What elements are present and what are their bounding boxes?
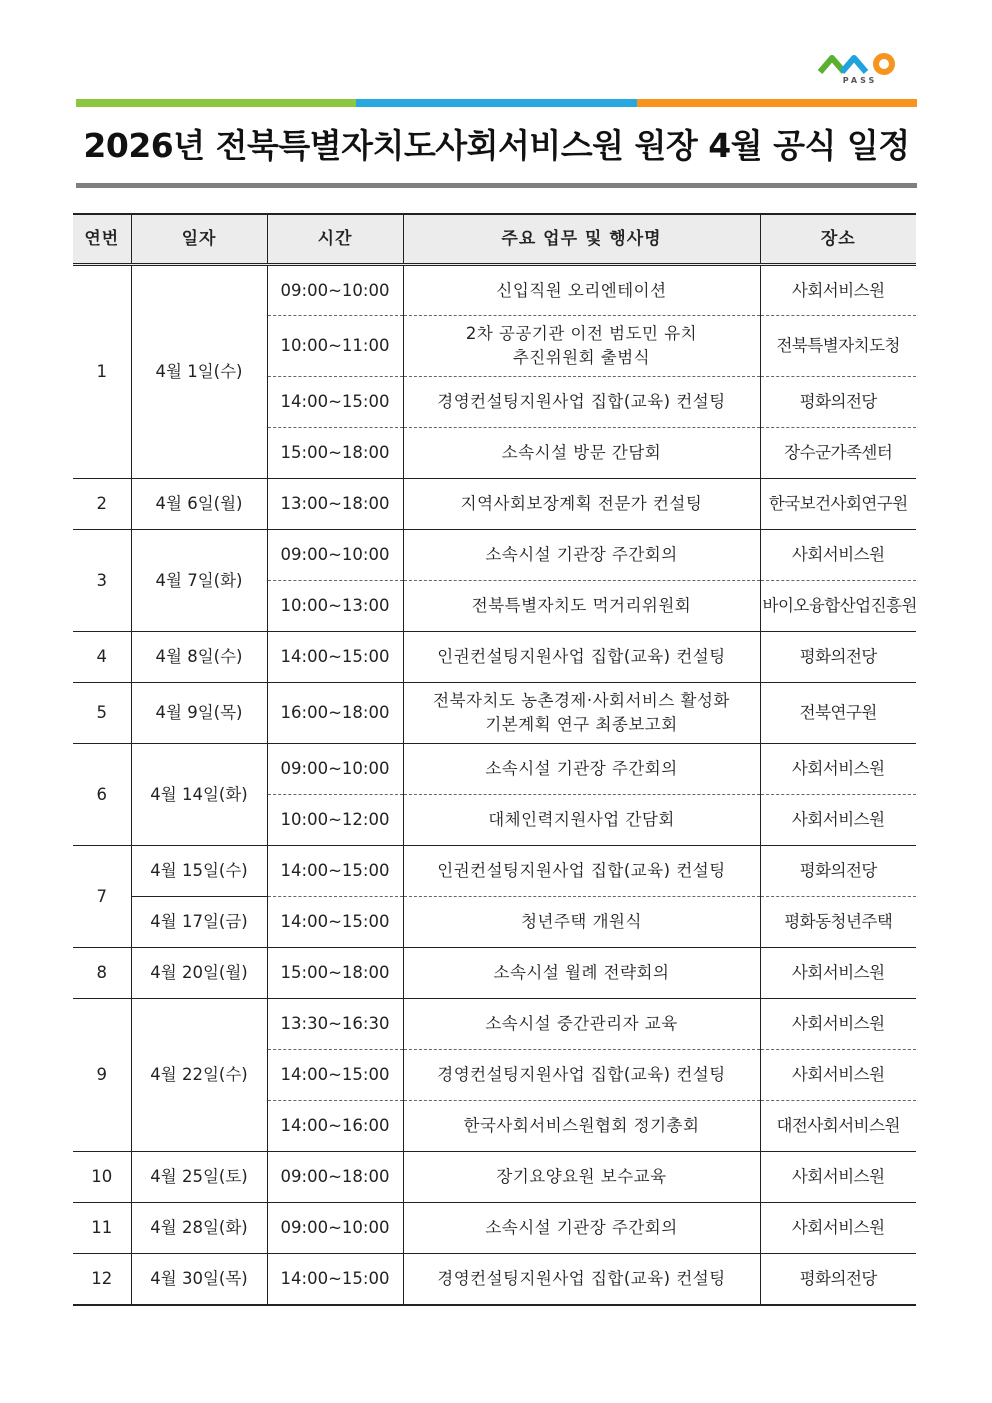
row-event-line: 소속시설 기관장 주간회의 (485, 759, 678, 778)
row-date: 4월 15일(수) (131, 846, 267, 897)
row-event-line: 추진위원회 출범식 (512, 348, 651, 367)
row-event (403, 1254, 760, 1305)
row-event-line: 경영컨설팅지원사업 집합(교육) 컨설팅 (437, 1268, 726, 1288)
color-bar-green (76, 99, 356, 107)
row-number: 7 (73, 846, 131, 948)
row-place: 사회서비스원 (760, 795, 916, 846)
row-date: 4월 7일(화) (131, 530, 267, 632)
row-event (403, 377, 760, 428)
table-row (73, 897, 916, 948)
row-event-line: 지역사회보장계획 전문가 컨설팅 (460, 494, 703, 513)
row-time: 09:00~10:00 (267, 744, 403, 795)
row-place: 전북특별자치도청 (760, 316, 916, 377)
row-date: 4월 20일(월) (131, 948, 267, 999)
row-place: 사회서비스원 (760, 1152, 916, 1203)
table-row (73, 632, 916, 683)
row-time: 09:00~18:00 (267, 1152, 403, 1203)
row-event (403, 632, 760, 683)
table-row (73, 1152, 916, 1203)
row-place: 대전사회서비스원 (760, 1101, 916, 1152)
logo-blue-chevron (842, 58, 866, 72)
row-place: 사회서비스원 (760, 948, 916, 999)
row-event (403, 581, 760, 632)
row-time: 09:00~10:00 (267, 530, 403, 581)
row-time: 14:00~15:00 (267, 846, 403, 897)
row-place: 평화동청년주택 (760, 897, 916, 948)
row-event (403, 265, 760, 316)
row-place: 평화의전당 (760, 1254, 916, 1305)
row-event-line: 소속시설 월례 전략회의 (493, 963, 670, 982)
row-event-line: 대체인력지원사업 간담회 (488, 810, 675, 829)
row-number: 11 (73, 1203, 131, 1254)
logo-mark-icon (818, 50, 902, 76)
row-place: 사회서비스원 (760, 1203, 916, 1254)
header-date: 일자 (131, 214, 267, 265)
row-event (403, 683, 760, 744)
row-time: 09:00~10:00 (267, 265, 403, 316)
row-event (403, 428, 760, 479)
row-number: 6 (73, 744, 131, 846)
row-date: 4월 8일(수) (131, 632, 267, 683)
row-event-line: 기본계획 연구 최종보고회 (485, 715, 678, 734)
header-event: 주요 업무 및 행사명 (403, 214, 760, 265)
row-event-line: 2차 공공기관 이전 범도민 유치 (465, 324, 698, 343)
row-event-line: 청년주택 개원식 (521, 912, 642, 931)
row-event (403, 846, 760, 897)
table-row (73, 479, 916, 530)
table-row (73, 1203, 916, 1254)
row-number: 10 (73, 1152, 131, 1203)
row-date: 4월 28일(화) (131, 1203, 267, 1254)
row-event-line: 소속시설 방문 간담회 (501, 443, 662, 462)
table-row (73, 744, 916, 795)
row-event (403, 1101, 760, 1152)
row-date: 4월 22일(수) (131, 999, 267, 1152)
row-event (403, 1152, 760, 1203)
row-time: 13:00~18:00 (267, 479, 403, 530)
row-date: 4월 14일(화) (131, 744, 267, 846)
row-date: 4월 30일(목) (131, 1254, 267, 1305)
header-no: 연번 (73, 214, 131, 265)
row-date: 4월 25일(토) (131, 1152, 267, 1203)
row-event (403, 795, 760, 846)
row-event-line: 소속시설 기관장 주간회의 (485, 1218, 678, 1237)
row-time: 14:00~15:00 (267, 1254, 403, 1305)
row-place: 사회서비스원 (760, 265, 916, 316)
row-time: 09:00~10:00 (267, 1203, 403, 1254)
row-place: 한국보건사회연구원 (760, 479, 916, 530)
row-event-line: 전북특별자치도 먹거리위원회 (471, 596, 692, 615)
row-place: 사회서비스원 (760, 999, 916, 1050)
row-event-line: 신입직원 오리엔테이션 (496, 280, 667, 300)
row-place: 바이오융합산업진흥원 (760, 581, 916, 632)
row-event (403, 1203, 760, 1254)
row-date: 4월 6일(월) (131, 479, 267, 530)
color-bar-blue (356, 99, 637, 107)
row-place: 평화의전당 (760, 846, 916, 897)
row-number: 2 (73, 479, 131, 530)
row-event-line: 소속시설 중간관리자 교육 (485, 1014, 678, 1033)
row-time: 10:00~11:00 (267, 316, 403, 377)
row-event (403, 316, 760, 377)
header-time: 시간 (267, 214, 403, 265)
color-bar-orange (637, 99, 917, 107)
row-time: 14:00~15:00 (267, 1050, 403, 1101)
row-event-line: 경영컨설팅지원사업 집합(교육) 컨설팅 (437, 392, 726, 411)
logo-text: PASS (842, 76, 878, 85)
logo (818, 50, 902, 90)
table-header (73, 214, 916, 265)
row-place: 사회서비스원 (760, 744, 916, 795)
header-place: 장소 (760, 214, 916, 265)
row-number: 1 (73, 265, 131, 479)
row-time: 15:00~18:00 (267, 948, 403, 999)
row-number: 9 (73, 999, 131, 1152)
row-event-line: 한국사회서비스원협회 정기총회 (463, 1116, 700, 1135)
row-event-line: 전북자치도 농촌경제·사회서비스 활성화 (433, 691, 730, 710)
table-row (73, 846, 916, 897)
header-color-bar (76, 99, 917, 107)
row-number: 5 (73, 683, 131, 744)
row-time: 14:00~15:00 (267, 377, 403, 428)
title-divider (76, 183, 917, 188)
row-event-line: 장기요양요원 보수교육 (496, 1167, 667, 1186)
row-place: 평화의전당 (760, 632, 916, 683)
logo-orange-circle (876, 56, 892, 72)
table-row (73, 265, 916, 316)
table-row (73, 999, 916, 1050)
table-body (73, 265, 916, 1305)
row-event-line: 인권컨설팅지원사업 집합(교육) 컨설팅 (437, 861, 726, 880)
row-event (403, 530, 760, 581)
row-date: 4월 17일(금) (131, 897, 267, 948)
row-number: 3 (73, 530, 131, 632)
row-event (403, 744, 760, 795)
row-place: 전북연구원 (760, 683, 916, 744)
row-event-line: 경영컨설팅지원사업 집합(교육) 컨설팅 (437, 1065, 726, 1084)
row-time: 10:00~13:00 (267, 581, 403, 632)
row-date: 4월 1일(수) (131, 265, 267, 479)
row-place: 평화의전당 (760, 377, 916, 428)
row-event (403, 897, 760, 948)
row-time: 10:00~12:00 (267, 795, 403, 846)
row-time: 15:00~18:00 (267, 428, 403, 479)
page-title: 2026년 전북특별자치도사회서비스원 원장 4월 공식 일정 (83, 126, 910, 165)
row-event (403, 999, 760, 1050)
row-time: 13:30~16:30 (267, 999, 403, 1050)
row-number: 12 (73, 1254, 131, 1305)
row-event (403, 479, 760, 530)
row-event (403, 1050, 760, 1101)
table-row (73, 948, 916, 999)
row-time: 14:00~15:00 (267, 897, 403, 948)
row-event-line: 인권컨설팅지원사업 집합(교육) 컨설팅 (437, 647, 726, 666)
row-place: 장수군가족센터 (760, 428, 916, 479)
row-time: 14:00~15:00 (267, 632, 403, 683)
row-event-line: 소속시설 기관장 주간회의 (485, 545, 678, 564)
table-row (73, 530, 916, 581)
row-time: 14:00~16:00 (267, 1101, 403, 1152)
schedule-table (73, 213, 916, 1306)
row-place: 사회서비스원 (760, 530, 916, 581)
row-place: 사회서비스원 (760, 1050, 916, 1101)
table-row (73, 1254, 916, 1305)
row-number: 8 (73, 948, 131, 999)
table-row (73, 683, 916, 744)
row-time: 16:00~18:00 (267, 683, 403, 744)
row-date: 4월 9일(목) (131, 683, 267, 744)
row-number: 4 (73, 632, 131, 683)
row-event (403, 948, 760, 999)
